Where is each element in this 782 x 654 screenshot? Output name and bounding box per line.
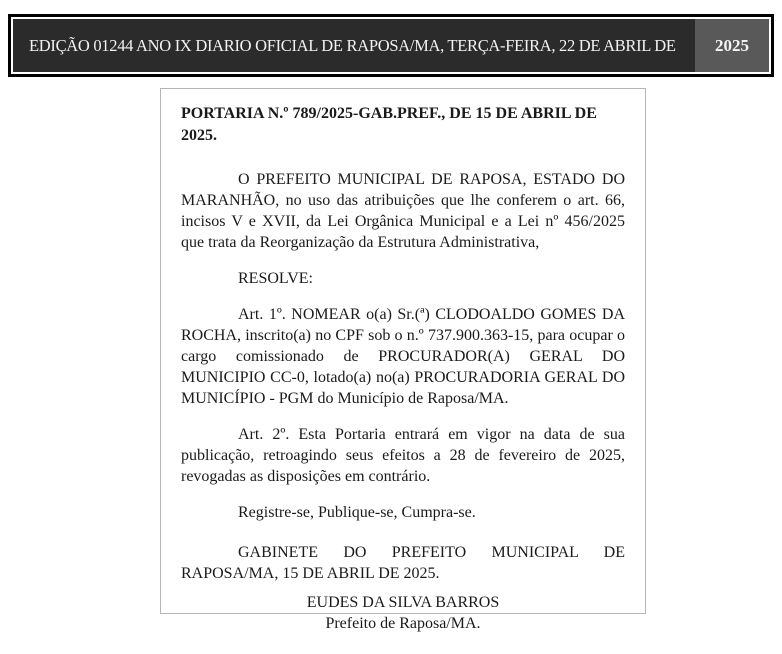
portaria-preamble: O PREFEITO MUNICIPAL DE RAPOSA, ESTADO DO MARANHÃO, no uso das atribuições que lhe conferem o art. 66, incisos V e XVII, da Lei Orgânica Municipal e a Lei nº 456/2025 que trata da Reorganização da Estrutura Administrativa, [181,171,625,251]
portaria-resolve-label: RESOLVE: [238,270,313,287]
gazette-masthead [8,14,774,77]
portaria-cabinet-line: GABINETE DO PREFEITO MUNICIPAL DE RAPOSA/MA, 15 DE ABRIL DE 2025. [181,544,625,582]
portaria-article-1: Art. 1º. NOMEAR o(a) Sr.(ª) CLODOALDO GOMES DA ROCHA, inscrito(a) no CPF sob o n.º 737.900.363-15, para ocupar o cargo comissionado de PROCURADOR(A) GERAL DO MUNICIPIO CC-0, lotado(a) no(a) PROCURADORIA GERAL DO MUNICÍPIO - PGM do Município de Raposa/MA. [181,306,625,407]
signer-name: EUDES DA SILVA BARROS [306,594,500,611]
portaria-closing-formula: Registre-se, Publique-se, Cumpra-se. [238,504,476,521]
portaria-article-2: Art. 2º. Esta Portaria entrará em vigor na data de sua publicação, retroagindo seus efeitos a 28 de fevereiro de 2025, revogadas as disposições em contrário. [181,426,625,485]
portaria-document [160,88,646,632]
portaria-title: PORTARIA N.º 789/2025-GAB.PREF., DE 15 DE ABRIL DE 2025. [181,105,597,144]
signer-role: Prefeito de Raposa/MA. [325,615,481,632]
gazette-edition-line: EDIÇÃO 01244 ANO IX DIARIO OFICIAL DE RAPOSA/MA, TERÇA-FEIRA, 22 DE ABRIL DE [29,35,676,55]
gazette-year-badge: 2025 [695,19,769,72]
masthead-bar [13,19,769,72]
